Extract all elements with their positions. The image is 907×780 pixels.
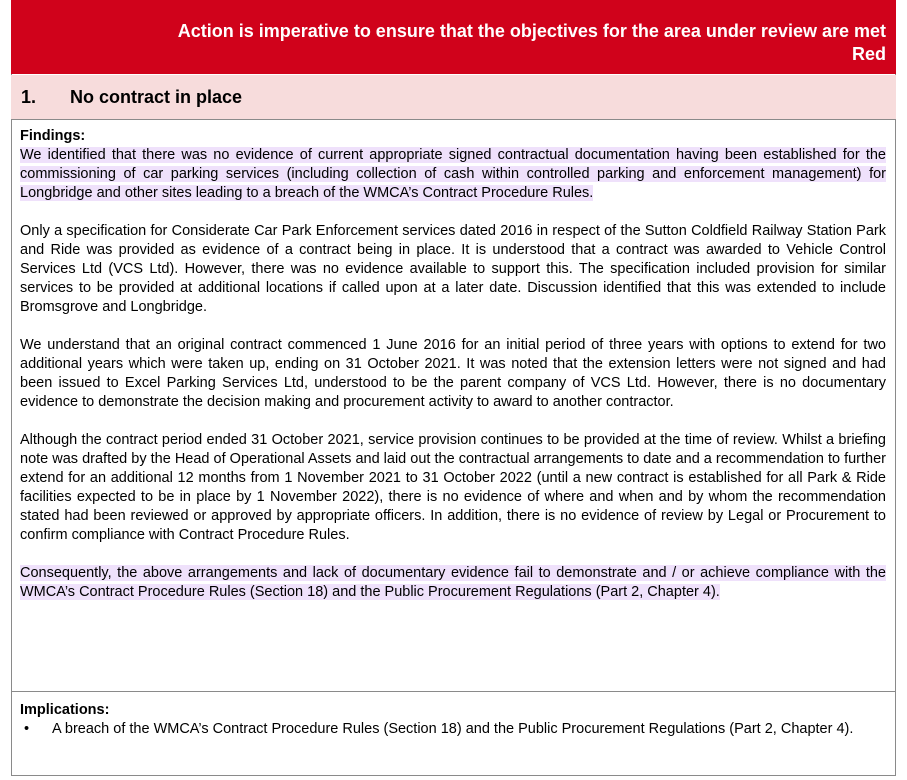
finding-heading [11,75,896,120]
findings-paragraph-3: We understand that an original contract commenced 1 June 2016 for an initial period of three years with options to extend for two additional years which were taken up, ending on 31 October 2021. It was noted that the extension letters were not signed and had been issued to Excel Parking Services Ltd, understood to be the parent company of VCS Ltd. However, there is no documentary evidence to demonstrate the decision making and procurement activity to award to another contractor. [20,337,886,410]
finding-number: 1. [21,87,37,107]
findings-paragraph-5: Consequently, the above arrangements and lack of documentary evidence fail to demonstrate and / or achieve compliance with the WMCA’s Contract Procedure Rules (Section 18) and the Public Procurement Regulations (Part 2, Chapter 4). [20,565,886,600]
list-item [20,720,886,739]
bullet-icon: • [24,721,30,737]
implication-text: A breach of the WMCA’s Contract Procedure Rules (Section 18) and the Public Procurement Regulations (Part 2, Chapter 4). [52,721,854,737]
implications-label: Implications: [20,702,110,718]
findings-paragraph-2: Only a specification for Considerate Car Park Enforcement services dated 2016 in respect of the Sutton Coldfield Railway Station Park and Ride was provided as evidence of a contract being in place. It is understood that a contract was awarded to Vehicle Control Services Ltd (VCS Ltd). However, there was no evidence available to support this. The specification included provision for similar services to be provided at additional locations if called upon at a later date. Discussion identified that this was extended to include Bromsgrove and Longbridge. [20,223,886,315]
rating-banner [11,0,896,74]
findings-paragraph-1: We identified that there was no evidence of current appropriate signed contractual documentation having been established for the commissioning of car parking services (including collection of cash within controlled parking and enforcement management) for Longbridge and other sites leading to a breach of the WMCA’s Contract Procedure Rules. [20,147,886,201]
rating-level: Red [851,44,886,64]
finding-title: No contract in place [70,87,243,107]
findings-section [20,127,886,602]
section-divider [11,691,896,692]
implications-section [20,701,886,739]
findings-paragraph-4: Although the contract period ended 31 October 2021, service provision continues to be provided at the time of review. Whilst a briefing note was drafted by the Head of Operational Assets and laid out the contractual arrangements to date and a recommendation to further extend for an additional 12 months from 1 November 2021 to 31 October 2022 (until a new contract is established for all Park & Ride facilities expected to be in place by 1 November 2022), there is no evidence of where and when and by whom the recommendation stated had been reviewed or approved by appropriate officers. In addition, there is no evidence of review by Legal or Procurement to confirm compliance with Contract Procedure Rules. [20,432,886,543]
rating-description: Action is imperative to ensure that the objectives for the area under review are met [177,21,886,41]
findings-label: Findings: [20,128,86,144]
